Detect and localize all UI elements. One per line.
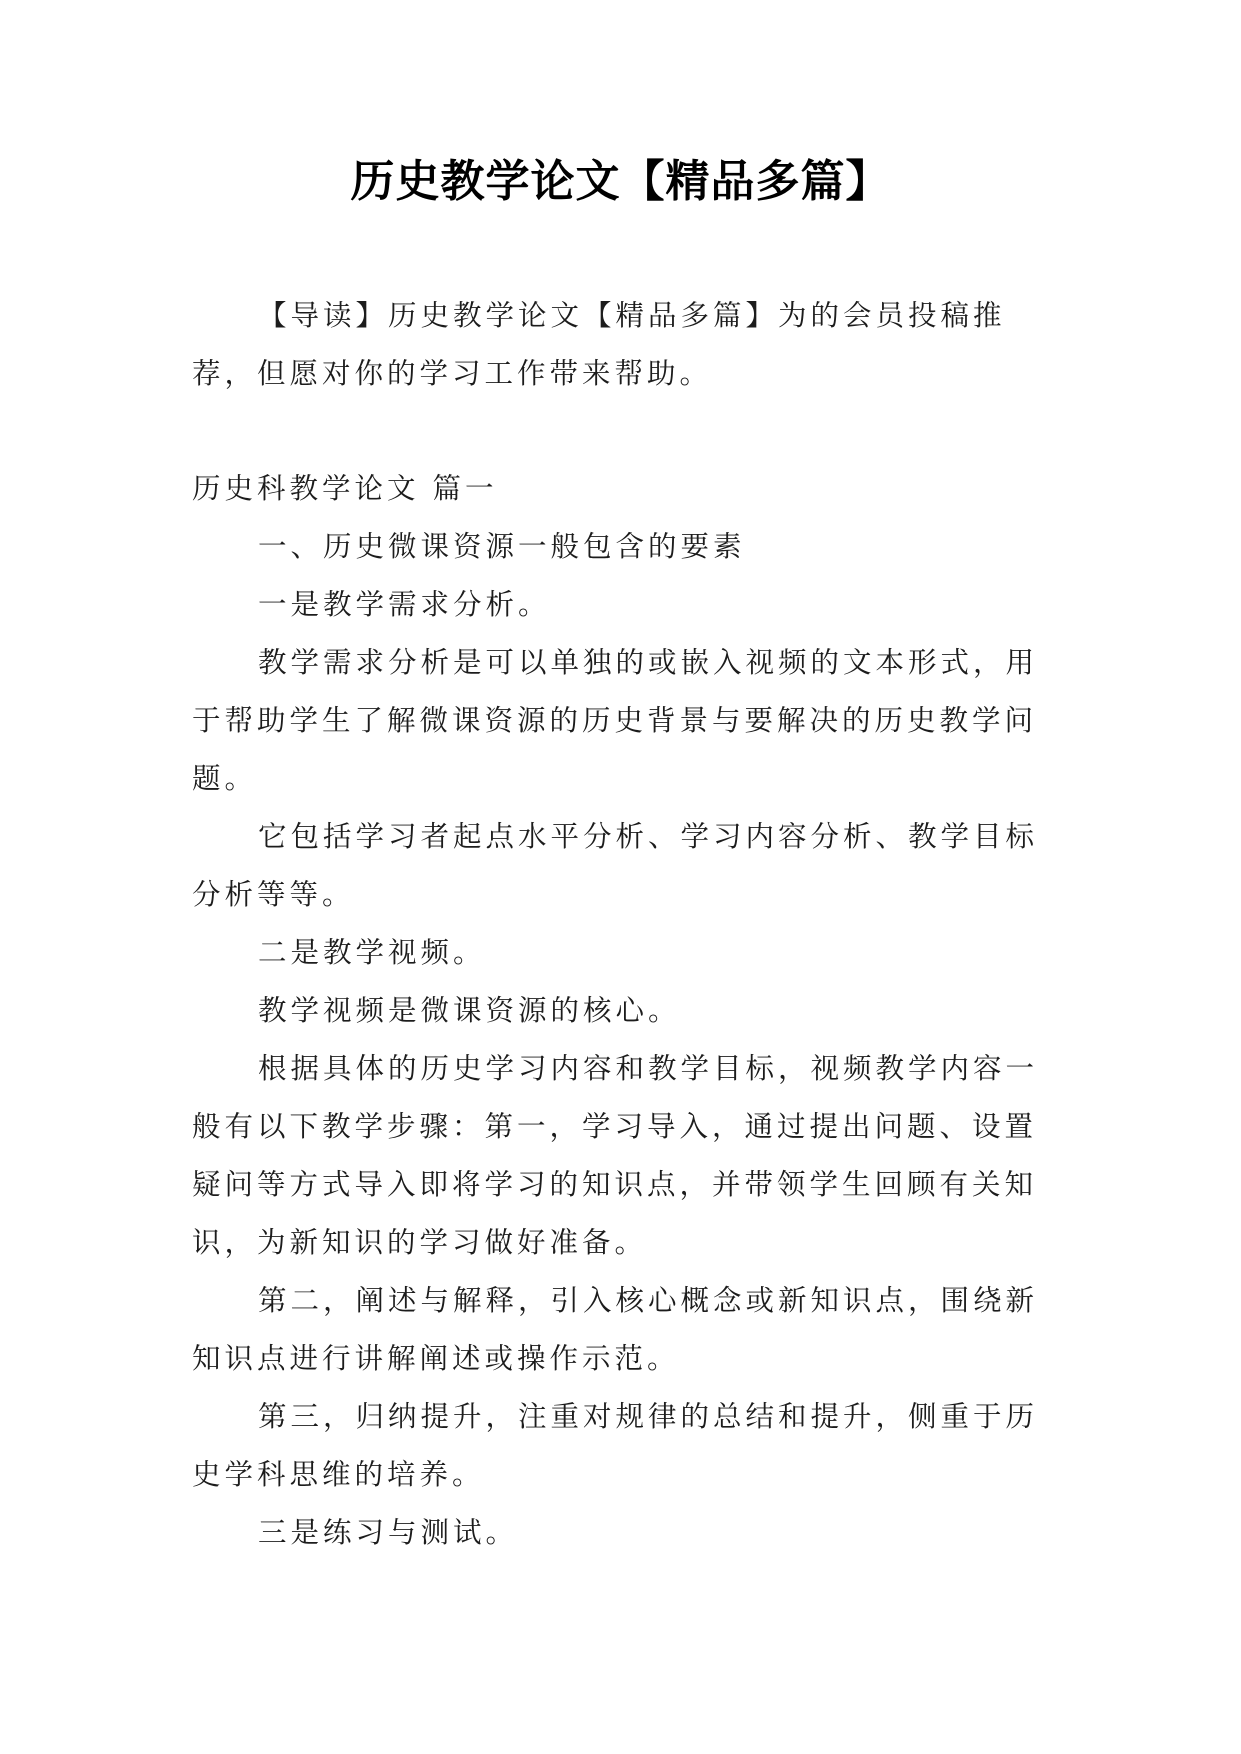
paragraph: 一是教学需求分析。 — [258, 588, 551, 621]
paragraph: 教学需求分析是可以单独的或嵌入视频的文本形式，用于帮助学生了解微课资源的历史背景与要解决的历史教学问题。 — [192, 646, 1039, 795]
paragraph: 它包括学习者起点水平分析、学习内容分析、教学目标分析等等。 — [192, 820, 1039, 911]
paragraph: 第三，归纳提升，注重对规律的总结和提升，侧重于历史学科思维的培养。 — [192, 1400, 1039, 1491]
paragraph: 二是教学视频。 — [258, 936, 486, 969]
article-body — [192, 460, 1050, 1562]
paragraph: 根据具体的历史学习内容和教学目标，视频教学内容一般有以下教学步骤：第一，学习导入，通过提出问题、设置疑问等方式导入即将学习的知识点，并带领学生回顾有关知识，为新知识的学习做好准备。 — [192, 1052, 1039, 1259]
paragraph: 一、历史微课资源一般包含的要素 — [258, 530, 746, 563]
paragraph: 三是练习与测试。 — [258, 1516, 519, 1549]
intro-block — [192, 287, 1050, 403]
paragraph: 第二，阐述与解释，引入核心概念或新知识点，围绕新知识点进行讲解阐述或操作示范。 — [192, 1284, 1039, 1375]
paragraph: 教学视频是微课资源的核心。 — [258, 994, 681, 1027]
document-title: 历史教学论文【精品多篇】 — [350, 156, 891, 207]
intro-paragraph: 【导读】历史教学论文【精品多篇】为的会员投稿推荐，但愿对你的学习工作带来帮助。 — [192, 299, 1006, 390]
section-heading: 历史科教学论文 篇一 — [192, 472, 498, 505]
